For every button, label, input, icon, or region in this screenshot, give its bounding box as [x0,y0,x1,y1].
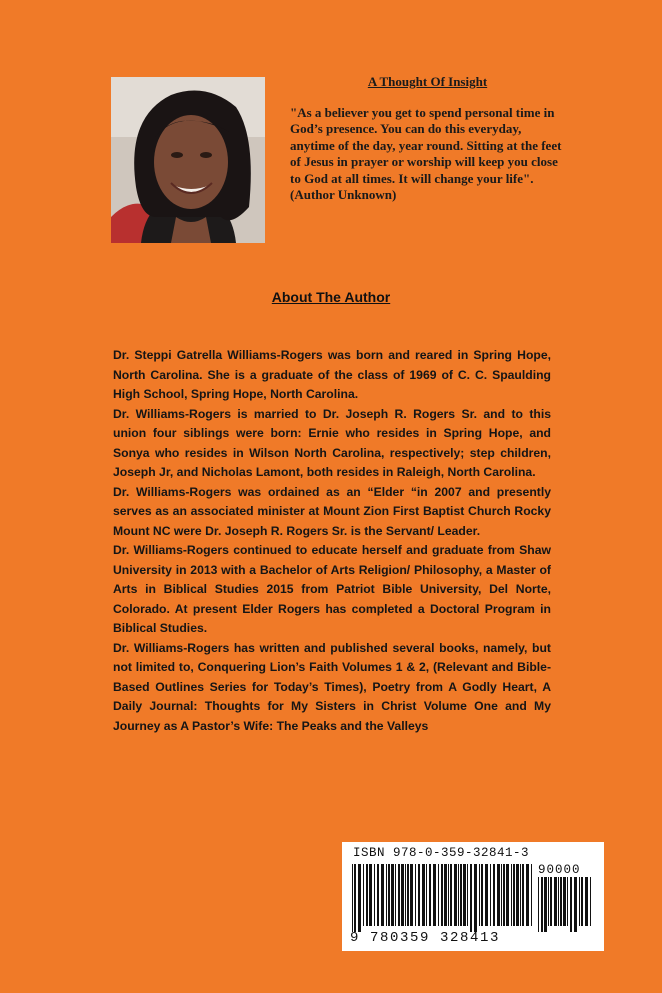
quote-block [290,74,565,204]
bio-paragraph: Dr. Williams-Rogers is married to Dr. Joseph R. Rogers Sr. and to this union four siblings were born: Ernie who resides in Spring Hope, and Sonya who resides in Wilson North Carolina, respectively; step children, Joseph Jr, and Nicholas Lamont, both resides in Raleigh, North Carolina. [113,406,551,479]
barcode-digits: 9 780359 328413 [350,930,501,946]
quote-title: A Thought Of Insight [367,74,488,89]
about-heading: About The Author [271,289,391,305]
quote-text: "As a believer you get to spend personal time in God’s presence. You can do this everyday, anytime of the day, year round. Sitting at the feet of Jesus in prayer or worship will keep you close to God at all times. It will change your life". (Author Unknown) [290,104,562,202]
bio-paragraph: Dr. Williams-Rogers has written and published several books, namely, but not limited to, Conquering Lion’s Faith Volumes 1 & 2, (Relevant and Bible-Based Outlines Series for Today’s Times), Poetry from A Godly Heart, A Daily Journal: Thoughts for My Sisters in Christ Volume One and My Journey as A Pastor’s Wife: The Peaks and the Valleys [113,640,551,733]
bio-paragraph: Dr. Steppi Gatrella Williams-Rogers was born and reared in Spring Hope, North Carolina. She is a graduate of the class of 1969 of C. C. Spaulding High School, Spring Hope, North Carolina. [113,348,551,401]
isbn-barcode [342,842,604,951]
author-bio [113,346,551,736]
author-photo [111,77,265,243]
addon-barcode-bars [538,877,594,932]
barcode-addon-label: 90000 [538,863,581,877]
bio-paragraph: Dr. Williams-Rogers was ordained as an “Elder “in 2007 and presently serves as an associated minister at Mount Zion First Baptist Church Rocky Mount NC were Dr. Joseph R. Rogers Sr. is the Servant/ Leader. [113,484,551,538]
barcode-bars [352,864,532,932]
isbn-label: ISBN 978-0-359-32841-3 [353,846,530,860]
bio-paragraph: Dr. Williams-Rogers continued to educate herself and graduate from Shaw University in 2013 with a Bachelor of Arts Religion/ Philosophy, a Master of Arts in Biblical Studies 2015 from Patriot Bible University, Del Norte, Colorado. At present Elder Rogers has completed a Doctoral Program in Biblical Studies. [113,543,551,635]
